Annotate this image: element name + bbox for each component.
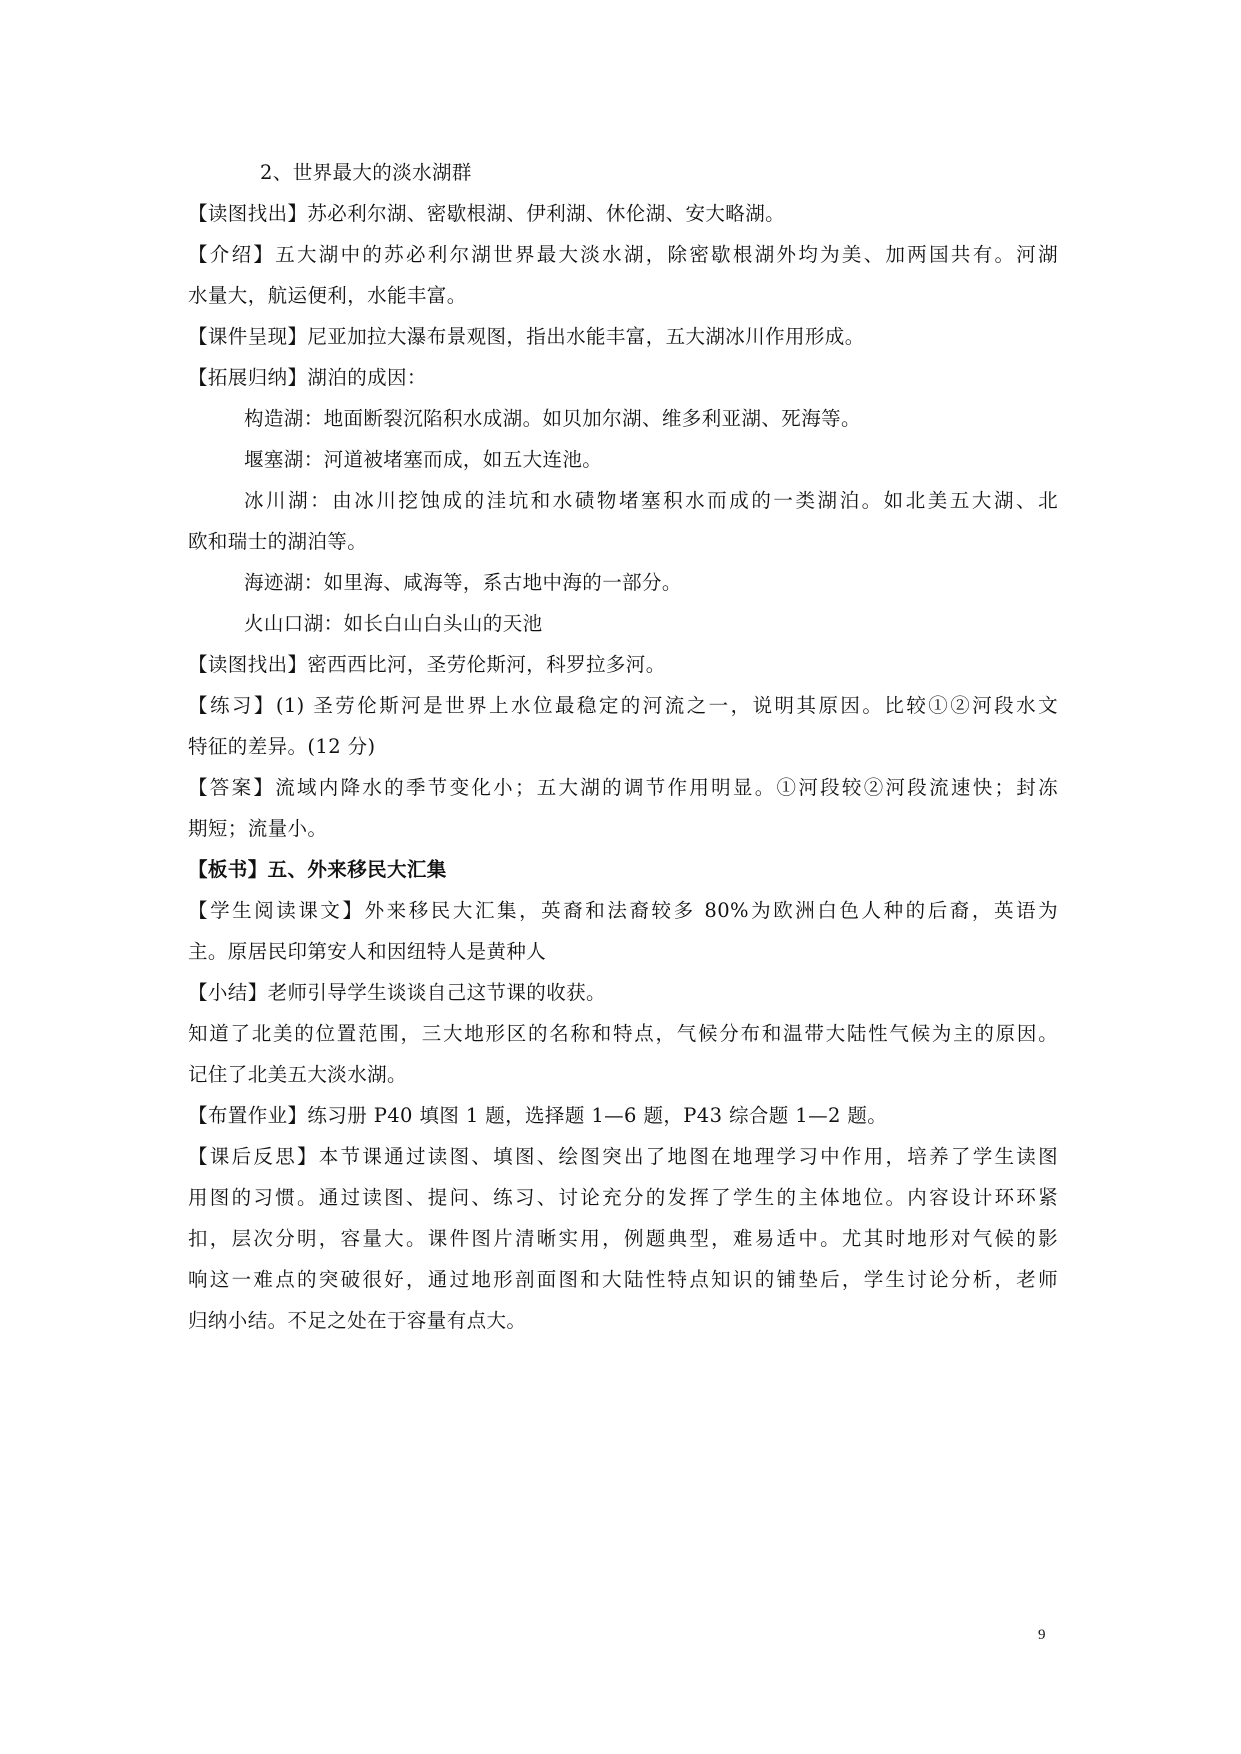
text-line: 【小结】老师引导学生谈谈自己这节课的收获。 (188, 981, 606, 1004)
text-line: 【读图找出】密西西比河，圣劳伦斯河，科罗拉多河。 (188, 653, 666, 676)
text-line: 火山口湖：如长白山白头山的天池 (244, 612, 543, 635)
text-line: 构造湖：地面断裂沉陷积水成湖。如贝加尔湖、维多利亚湖、死海等。 (244, 407, 861, 430)
text-line: 归纳小结。不足之处在于容量有点大。 (188, 1309, 527, 1332)
text-line: 记住了北美五大淡水湖。 (188, 1063, 407, 1086)
text-line: 水量大，航运便利，水能丰富。 (188, 284, 467, 307)
page-number: 9 (1038, 1627, 1046, 1643)
text-line: 【学生阅读课文】外来移民大汇集，英裔和法裔较多 80%为欧洲白色人种的后裔，英语为 (188, 899, 1058, 922)
text-line: 特征的差异。(12 分) (188, 735, 376, 758)
text-line: 【课件呈现】尼亚加拉大瀑布景观图，指出水能丰富，五大湖冰川作用形成。 (188, 325, 865, 348)
text-line: 【读图找出】苏必利尔湖、密歇根湖、伊利湖、休伦湖、安大略湖。 (188, 202, 786, 225)
text-line: 欧和瑞士的湖泊等。 (188, 530, 368, 553)
text-line: 主。原居民印第安人和因纽特人是黄种人 (188, 940, 547, 963)
text-line: 知道了北美的位置范围，三大地形区的名称和特点，气候分布和温带大陆性气候为主的原因。 (188, 1022, 1058, 1045)
text-line: 期短；流量小。 (188, 817, 328, 840)
text-line: 【练习】(1) 圣劳伦斯河是世界上水位最稳定的河流之一，说明其原因。比较①②河段水文 (188, 694, 1058, 717)
text-line: 【课后反思】本节课通过读图、填图、绘图突出了地图在地理学习中作用，培养了学生读图 (188, 1145, 1058, 1168)
text-line: 海迹湖：如里海、咸海等，系古地中海的一部分。 (244, 571, 682, 594)
text-line: 【布置作业】练习册 P40 填图 1 题，选择题 1—6 题，P43 综合题 1—2 题。 (188, 1104, 888, 1127)
text-line: 【介绍】五大湖中的苏必利尔湖世界最大淡水湖，除密歇根湖外均为美、加两国共有。河湖 (188, 243, 1058, 266)
text-line: 2、世界最大的淡水湖群 (260, 161, 472, 184)
document-body (188, 152, 1058, 1341)
text-line: 【答案】流域内降水的季节变化小；五大湖的调节作用明显。①河段较②河段流速快；封冻 (188, 776, 1058, 799)
text-line: 【板书】五、外来移民大汇集 (188, 858, 447, 881)
text-line: 堰塞湖：河道被堵塞而成，如五大连池。 (244, 448, 603, 471)
text-line: 用图的习惯。通过读图、提问、练习、讨论充分的发挥了学生的主体地位。内容设计环环紧 (188, 1186, 1058, 1209)
text-line: 响这一难点的突破很好，通过地形剖面图和大陆性特点知识的铺垫后，学生讨论分析，老师 (188, 1268, 1058, 1291)
text-line: 【拓展归纳】湖泊的成因： (188, 366, 427, 389)
text-line: 冰川湖：由冰川挖蚀成的洼坑和水碛物堵塞积水而成的一类湖泊。如北美五大湖、北 (244, 489, 1058, 512)
text-line: 扣，层次分明，容量大。课件图片清晰实用，例题典型，难易适中。尤其时地形对气候的影 (188, 1227, 1058, 1250)
